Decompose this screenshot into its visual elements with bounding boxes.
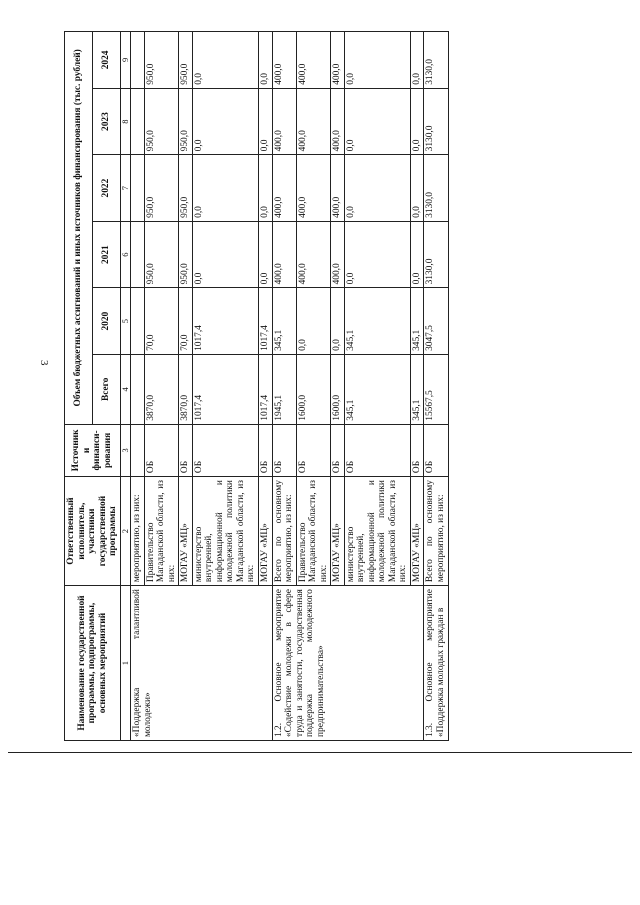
value-cell bbox=[131, 88, 145, 155]
source-cell: ОБ bbox=[331, 424, 345, 476]
value-cell: 1945,1 bbox=[272, 354, 296, 424]
value-cell: 400,0 bbox=[331, 221, 345, 288]
table-row bbox=[272, 32, 296, 741]
value-cell: 3130,0 bbox=[424, 32, 448, 89]
header-name: Наименование государственной программы, подпрограммы, основных мероприятий bbox=[65, 586, 121, 741]
header-volume: Объем бюджетных ассигнований и иных источников финансирования (тыс. рублей) bbox=[65, 32, 93, 425]
value-cell: 0,0 bbox=[192, 88, 258, 155]
header-source: Источники финанси-рования bbox=[65, 424, 121, 476]
value-cell: 1017,4 bbox=[192, 288, 258, 355]
value-cell: 1600,0 bbox=[296, 354, 331, 424]
value-cell: 0,0 bbox=[344, 32, 410, 89]
responsible-cell: МОГАУ «МЦ» bbox=[179, 477, 193, 586]
value-cell bbox=[131, 288, 145, 355]
value-cell: 950,0 bbox=[144, 221, 179, 288]
responsible-cell: мероприятию, из них: bbox=[131, 477, 145, 586]
column-number: 1 bbox=[120, 586, 131, 741]
value-cell: 345,1 bbox=[344, 288, 410, 355]
value-cell: 400,0 bbox=[272, 88, 296, 155]
responsible-cell: Правительство Магаданской области, из них: bbox=[144, 477, 179, 586]
header-responsible: Ответственный исполнитель, участники государственной программы bbox=[65, 477, 121, 586]
responsible-cell: МОГАУ «МЦ» bbox=[410, 477, 424, 586]
value-cell: 345,1 bbox=[410, 288, 424, 355]
value-cell: 3130,0 bbox=[424, 155, 448, 222]
column-number: 2 bbox=[120, 477, 131, 586]
column-number: 7 bbox=[120, 155, 131, 222]
source-cell: ОБ bbox=[424, 424, 448, 476]
value-cell: 400,0 bbox=[331, 32, 345, 89]
column-numbers-row bbox=[120, 32, 131, 741]
value-cell: 0,0 bbox=[192, 32, 258, 89]
responsible-cell: МОГАУ «МЦ» bbox=[259, 477, 273, 586]
value-cell: 3870,0 bbox=[179, 354, 193, 424]
value-cell bbox=[131, 221, 145, 288]
value-cell bbox=[131, 155, 145, 222]
source-cell: ОБ bbox=[344, 424, 410, 476]
value-cell: 3870,0 bbox=[144, 354, 179, 424]
header-year: 2023 bbox=[92, 88, 120, 155]
source-cell: ОБ bbox=[144, 424, 179, 476]
value-cell: 400,0 bbox=[331, 88, 345, 155]
value-cell: 950,0 bbox=[144, 32, 179, 89]
header-year: 2022 bbox=[92, 155, 120, 222]
value-cell: 1600,0 bbox=[331, 354, 345, 424]
value-cell: 400,0 bbox=[296, 221, 331, 288]
source-cell: ОБ bbox=[410, 424, 424, 476]
value-cell: 0,0 bbox=[331, 288, 345, 355]
value-cell: 950,0 bbox=[179, 88, 193, 155]
table-row bbox=[131, 32, 145, 741]
value-cell: 400,0 bbox=[331, 155, 345, 222]
header-year: Всего bbox=[92, 354, 120, 424]
value-cell bbox=[131, 32, 145, 89]
source-cell bbox=[131, 424, 145, 476]
header-year: 2020 bbox=[92, 288, 120, 355]
responsible-cell: министерство внутренней, информационной и молодежной политики Магаданской области, из них: bbox=[344, 477, 410, 586]
responsible-cell: Всего по основному мероприятию, из них: bbox=[272, 477, 296, 586]
value-cell: 400,0 bbox=[296, 32, 331, 89]
value-cell: 15567,5 bbox=[424, 354, 448, 424]
responsible-cell: Всего по основному мероприятию, из них: bbox=[424, 477, 448, 586]
value-cell: 0,0 bbox=[259, 221, 273, 288]
page-separator-line bbox=[8, 752, 632, 753]
value-cell: 3130,0 bbox=[424, 221, 448, 288]
value-cell: 0,0 bbox=[192, 221, 258, 288]
event-name-cell: 1.2. Основное мероприятие «Содействие молодежи в сфере труда и занятости, государственная поддержка молодежного предпринимательства» bbox=[272, 586, 424, 741]
value-cell: 1017,4 bbox=[259, 288, 273, 355]
source-cell: ОБ bbox=[296, 424, 331, 476]
column-number: 3 bbox=[120, 424, 131, 476]
value-cell: 400,0 bbox=[296, 88, 331, 155]
event-name-cell: 1.3. Основное мероприятие «Поддержка молодых граждан в bbox=[424, 586, 448, 741]
table-row bbox=[424, 32, 448, 741]
source-cell: ОБ bbox=[192, 424, 258, 476]
value-cell: 950,0 bbox=[179, 32, 193, 89]
responsible-cell: МОГАУ «МЦ» bbox=[331, 477, 345, 586]
source-cell: ОБ bbox=[272, 424, 296, 476]
value-cell: 0,0 bbox=[410, 32, 424, 89]
column-number: 5 bbox=[120, 288, 131, 355]
value-cell: 950,0 bbox=[179, 155, 193, 222]
value-cell: 0,0 bbox=[410, 155, 424, 222]
header-year: 2024 bbox=[92, 32, 120, 89]
event-name-cell: «Поддержка талантливой молодежи» bbox=[131, 586, 272, 741]
value-cell: 345,1 bbox=[410, 354, 424, 424]
source-cell: ОБ bbox=[259, 424, 273, 476]
value-cell: 400,0 bbox=[272, 32, 296, 89]
value-cell: 950,0 bbox=[144, 88, 179, 155]
source-cell: ОБ bbox=[179, 424, 193, 476]
value-cell bbox=[131, 354, 145, 424]
value-cell: 950,0 bbox=[144, 155, 179, 222]
value-cell: 0,0 bbox=[192, 155, 258, 222]
budget-table bbox=[64, 31, 449, 741]
value-cell: 0,0 bbox=[344, 221, 410, 288]
column-number: 6 bbox=[120, 221, 131, 288]
value-cell: 0,0 bbox=[259, 32, 273, 89]
value-cell: 0,0 bbox=[344, 155, 410, 222]
value-cell: 400,0 bbox=[296, 155, 331, 222]
header-year: 2021 bbox=[92, 221, 120, 288]
value-cell: 3130,0 bbox=[424, 88, 448, 155]
value-cell: 0,0 bbox=[344, 88, 410, 155]
value-cell: 1017,4 bbox=[192, 354, 258, 424]
value-cell: 950,0 bbox=[179, 221, 193, 288]
value-cell: 1017,4 bbox=[259, 354, 273, 424]
value-cell: 3047,5 bbox=[424, 288, 448, 355]
value-cell: 400,0 bbox=[272, 221, 296, 288]
value-cell: 0,0 bbox=[259, 155, 273, 222]
value-cell: 0,0 bbox=[296, 288, 331, 355]
value-cell: 70,0 bbox=[179, 288, 193, 355]
column-number: 4 bbox=[120, 354, 131, 424]
budget-table-rotated bbox=[64, 31, 580, 741]
column-number: 8 bbox=[120, 88, 131, 155]
value-cell: 0,0 bbox=[410, 221, 424, 288]
value-cell: 70,0 bbox=[144, 288, 179, 355]
value-cell: 0,0 bbox=[259, 88, 273, 155]
column-number: 9 bbox=[120, 32, 131, 89]
value-cell: 345,1 bbox=[344, 354, 410, 424]
value-cell: 0,0 bbox=[410, 88, 424, 155]
page-number: 3 bbox=[38, 360, 50, 366]
responsible-cell: Правительство Магаданской области, из них: bbox=[296, 477, 331, 586]
value-cell: 345,1 bbox=[272, 288, 296, 355]
value-cell: 400,0 bbox=[272, 155, 296, 222]
responsible-cell: министерство внутренней, информационной и молодежной политики Магаданской области, из них: bbox=[192, 477, 258, 586]
